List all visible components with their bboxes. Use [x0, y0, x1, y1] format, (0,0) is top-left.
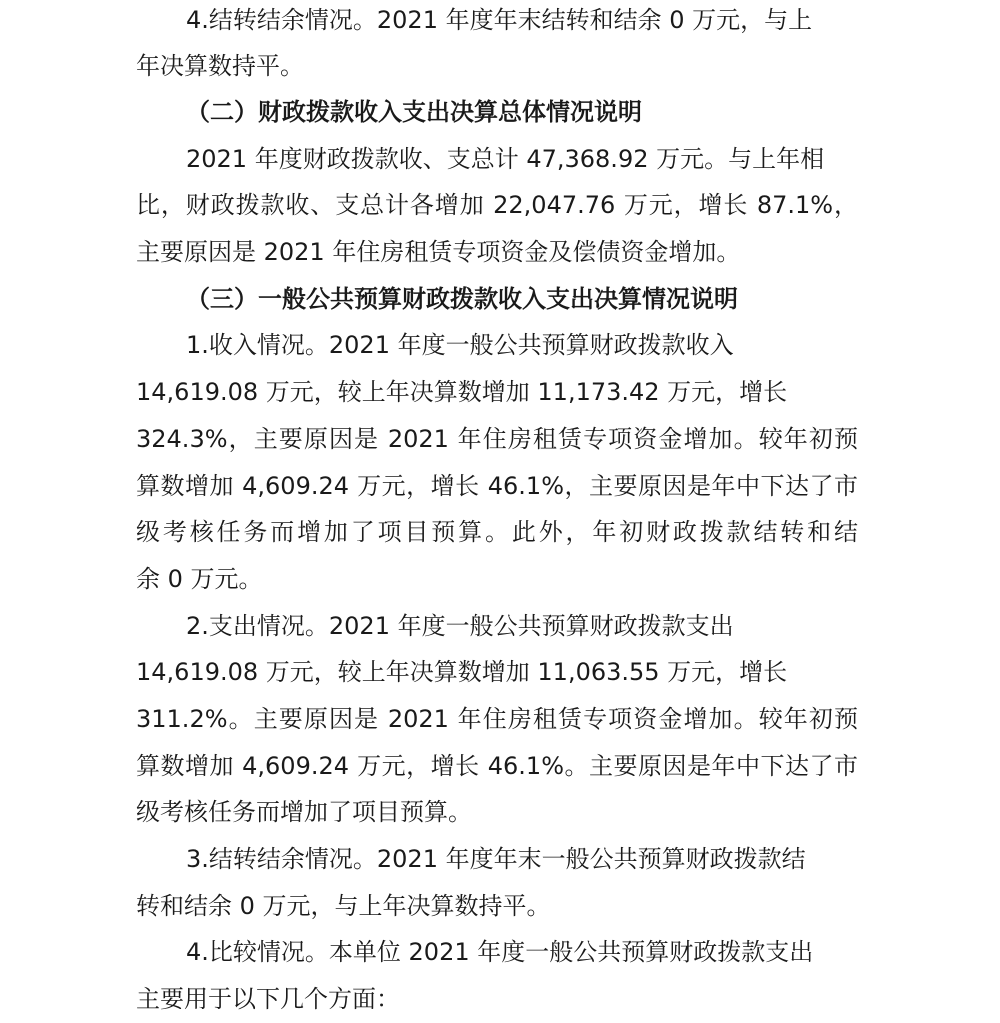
paragraph-line: 14,619.08 万元，较上年决算数增加 11,173.42 万元，增长 — [136, 378, 788, 406]
paragraph-line: 1.收入情况。2021 年度一般公共预算财政拨款收入 — [186, 331, 734, 359]
paragraph-line: 2021 年度财政拨款收、支总计 47,368.92 万元。与上年相 — [186, 145, 825, 173]
paragraph-line: 324.3%，主要原因是 2021 年住房租赁专项资金增加。较年初预 — [136, 425, 858, 453]
paragraph-line: 算数增加 4,609.24 万元，增长 46.1%。主要原因是年中下达了市 — [136, 752, 858, 780]
section-heading: （三）一般公共预算财政拨款收入支出决算情况说明 — [186, 285, 738, 313]
paragraph-line: 311.2%。主要原因是 2021 年住房租赁专项资金增加。较年初预 — [136, 705, 858, 733]
paragraph-line: 4.比较情况。本单位 2021 年度一般公共预算财政拨款支出 — [186, 938, 814, 966]
paragraph-line: 算数增加 4,609.24 万元，增长 46.1%，主要原因是年中下达了市 — [136, 472, 858, 500]
paragraph-line: 14,619.08 万元，较上年决算数增加 11,063.55 万元，增长 — [136, 658, 788, 686]
paragraph-line: 年决算数持平。 — [136, 52, 304, 80]
paragraph-line: 级考核任务而增加了项目预算。此外，年初财政拨款结转和结 — [136, 518, 858, 546]
paragraph-line: 比，财政拨款收、支总计各增加 22,047.76 万元，增长 87.1%， — [136, 191, 858, 219]
paragraph-line: 3.结转结余情况。2021 年度年末一般公共预算财政拨款结 — [186, 845, 806, 873]
paragraph-line: 余 0 万元。 — [136, 565, 263, 593]
paragraph-line: 级考核任务而增加了项目预算。 — [136, 798, 472, 826]
paragraph-line: 4.结转结余情况。2021 年度年末结转和结余 0 万元，与上 — [186, 6, 813, 34]
section-heading: （二）财政拨款收入支出决算总体情况说明 — [186, 98, 642, 126]
paragraph-line: 主要原因是 2021 年住房租赁专项资金及偿债资金增加。 — [136, 238, 741, 266]
paragraph-line: 主要用于以下几个方面： — [136, 985, 400, 1013]
paragraph-line: 2.支出情况。2021 年度一般公共预算财政拨款支出 — [186, 612, 734, 640]
paragraph-line: 转和结余 0 万元，与上年决算数持平。 — [136, 892, 551, 920]
